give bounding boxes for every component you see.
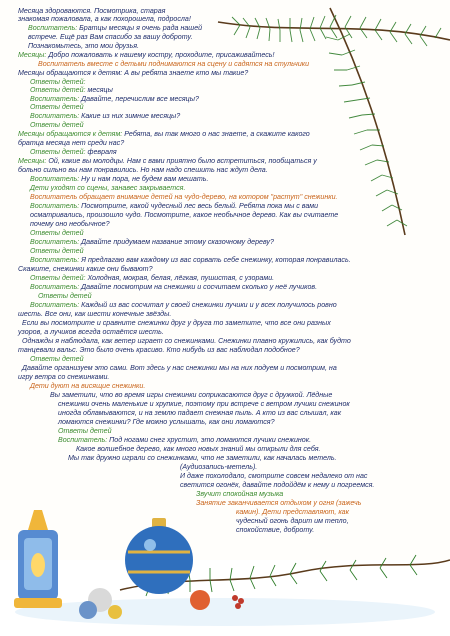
line-text: больно сильно вы нам понравились. Но нам надо спешить нас ждут дела. [18, 166, 268, 174]
speaker-label: Воспитатель: [30, 202, 80, 210]
text-line [30, 193, 338, 201]
line-text: (Аудиозапись-метель). [180, 463, 258, 471]
text-line [180, 472, 367, 480]
line-text: Ответы детей [38, 292, 92, 300]
speaker-label: Воспитатель: [30, 175, 80, 183]
text-line [18, 7, 165, 15]
text-line [58, 409, 341, 417]
text-line [236, 526, 314, 534]
text-line [28, 33, 193, 41]
text-line [30, 184, 185, 192]
text-line [68, 454, 337, 462]
line-text: Однажды я наблюдала, как ветер играет со снежинками. Снежинки плавно кружились, как будто [22, 337, 351, 345]
line-text: Познакомьтесь, это мои друзья. [28, 42, 139, 50]
line-text: февраля [85, 148, 117, 156]
line-text: встрече. Ещё раз Вам спасибо за вашу доброту. [28, 33, 193, 41]
text-line [18, 130, 310, 138]
text-line [18, 51, 275, 59]
text-line [22, 337, 351, 345]
text-line [180, 463, 257, 471]
speaker-label: Воспитатель: [30, 112, 80, 120]
line-text: светится огонёк, давайте подойдём к нему и погреемся. [180, 481, 375, 489]
speaker-label: Ответы детей: [30, 86, 86, 94]
line-text: Занятие заканчивается отдыхом у огня (зажечь [196, 499, 362, 507]
line-text: Ой, какие вы молодцы. Нам с вами приятно было встретиться, пообщаться у [46, 157, 317, 165]
text-line [180, 481, 374, 489]
speaker-label: Месяцы: [18, 51, 47, 59]
text-line [30, 103, 84, 111]
text-line [30, 211, 338, 219]
line-text: ломаются снежинки? Где можно услышать, как они ломаются? [58, 418, 275, 426]
text-line [30, 148, 117, 156]
speaker-label: Воспитатель: [30, 95, 80, 103]
line-text: камин). Дети представляют, как [236, 508, 349, 516]
line-text: почему оно необычное? [30, 220, 110, 228]
line-text: осматривались, произошло чудо. Посмотрите, какое необычное дерево. Как вы считаете [30, 211, 339, 219]
line-text: Месяца здороваются. Посмотрика, старая [18, 7, 166, 15]
text-line [58, 400, 350, 408]
lantern-decoration [14, 510, 62, 608]
line-text: Ответы детей [30, 229, 84, 237]
text-line [236, 508, 349, 516]
speaker-label: Воспитатель: [30, 256, 80, 264]
text-line [38, 60, 309, 68]
line-text: Воспитатель обращает внимание детей на чудо-дерево, на котором "растут" снежинки. [30, 193, 338, 201]
line-text: Добро пожаловать к нашему костру, проходите, присаживайтесь! [46, 51, 275, 59]
text-line [50, 391, 332, 399]
line-text: чудесный огонь дарит им тепло, [236, 517, 349, 525]
line-text: Ну и нам пора, не будем вам мешать. [79, 175, 209, 183]
text-line [30, 95, 199, 103]
text-line [30, 175, 208, 183]
line-text: Ребята, вы так много о нас знаете, а скажите какого [122, 130, 310, 138]
text-line [58, 436, 311, 444]
speaker-label: Воспитатель: [30, 283, 80, 291]
line-text: Ответы детей [58, 427, 112, 435]
line-text: И даже похолодало, смотрите совсем недалеко от нас [180, 472, 368, 480]
text-line [30, 301, 337, 309]
line-text: Какое волшебное дерево, как много новых знаний мы открыли для себя. [76, 445, 321, 453]
text-line [30, 202, 318, 210]
text-line [18, 310, 171, 318]
text-line [30, 238, 274, 246]
line-text: Ответы детей [30, 103, 84, 111]
line-text: иногда обламываются, и на землю падает снежная пыль. А кто из вас слышал, как [58, 409, 342, 417]
line-text: Ответы детей [30, 247, 84, 255]
line-text: Вы заметили, что во время игры снежинки соприкасаются друг с дружкой. Лёдные [50, 391, 333, 399]
line-text: Ответы детей [30, 121, 84, 129]
text-line [30, 229, 84, 237]
line-text: Если вы посмотрите и сравните снежинки друг у друга то заметите, что все они разных [22, 319, 331, 327]
line-text: Братцы месяцы я очень рада нашей [77, 24, 203, 32]
text-line [22, 319, 331, 327]
line-text: знакомая пожаловала, а как похорошела, подросла! [18, 15, 191, 23]
speaker-label: Воспитатель: [28, 24, 78, 32]
line-text: Под ногами снег хрустит, это ломаются лучики снежинок. [107, 436, 312, 444]
text-line [196, 490, 283, 498]
text-line [30, 274, 274, 282]
line-text: Я предлагаю вам каждому из вас сорвать себе снежинку, которая понравилась. [79, 256, 351, 264]
line-text: игру ветра со снежинками. [18, 373, 110, 381]
text-line [30, 247, 84, 255]
text-line [18, 265, 153, 273]
text-line [58, 427, 112, 435]
line-text: Давайте придумаем название этому сказочному дереву? [79, 238, 274, 246]
line-text: братца месяца нет среди нас? [18, 139, 125, 147]
text-line [18, 373, 109, 381]
speaker-label: Месяцы: [18, 157, 47, 165]
line-text: Давайте посмотрим на снежинки и сосчитаем сколько у неё лучиков. [79, 283, 318, 291]
line-text: Ответы детей [30, 355, 84, 363]
line-text: снежинки очень маленькие и хрупкие, поэтому при встрече с ветром лучики снежинок [58, 400, 350, 408]
line-text: Давайте организуем это сами. Вот здесь у нас снежинки мы на них подуем и посмотрим, на [22, 364, 337, 372]
text-line [18, 328, 164, 336]
line-text: танцевали вальс. Это было очень красиво. Кто нибудь из вас наблюдал подобное? [18, 346, 300, 354]
text-line [30, 112, 180, 120]
text-line [18, 157, 317, 165]
text-line [22, 364, 337, 372]
text-line [18, 15, 191, 23]
line-text: Звучит спокойная музыка [196, 490, 284, 498]
speaker-label: Воспитатель: [58, 436, 108, 444]
text-line [18, 69, 248, 77]
line-text: Мы так дружно играли со снежинками, что не заметили, как началась метель. [68, 454, 337, 462]
speaker-label: Воспитатель: [30, 238, 80, 246]
text-line [30, 86, 113, 94]
text-line [236, 517, 349, 525]
text-line [28, 42, 139, 50]
text-line [30, 78, 86, 86]
line-text: Какие из них зимние месяцы? [79, 112, 181, 120]
line-text: Ответы детей: [30, 78, 86, 86]
line-text: шесть. Все они, как шести конечные звёзды. [18, 310, 172, 318]
line-text: Дети уходят со сцены, занавес закрывается. [30, 184, 186, 192]
text-line [30, 121, 84, 129]
text-line [30, 382, 145, 390]
line-text: Давайте, перечислим все месяцы? [79, 95, 199, 103]
speaker-label: Месяцы обращаются к детям: [18, 130, 123, 138]
speaker-label: Ответы детей: [30, 274, 86, 282]
text-line [18, 346, 300, 354]
text-line [196, 499, 361, 507]
text-line [18, 139, 124, 147]
text-line [76, 445, 321, 453]
speaker-label: Ответы детей: [30, 148, 86, 156]
line-text: Каждый из вас сосчитал у своей снежинки лучики и у всех получилось ровно [79, 301, 337, 309]
line-text: Месяцы обращаются к детям: А вы ребята знаете кто мы такие? [18, 69, 249, 77]
line-text: Холодная, мокрая, белая, лёгкая, пушистая, с узорами. [85, 274, 275, 282]
line-text: узоров, а лучиков всегда остаётся шесть. [18, 328, 164, 336]
text-line [30, 220, 110, 228]
ornament-decoration [125, 518, 193, 594]
line-text: Дети дуют на висящие снежинки. [30, 382, 146, 390]
line-text: месяцы [85, 86, 113, 94]
text-line [38, 292, 92, 300]
speaker-label: Воспитатель: [30, 301, 80, 309]
line-text: Воспитатель вместе с детьми поднимаются на сцену и садятся на стульчики [38, 60, 310, 68]
text-line [30, 355, 84, 363]
text-line [28, 24, 202, 32]
line-text: Скажите, снежинки какие они бывают? [18, 265, 153, 273]
text-line [30, 283, 317, 291]
line-text: Посмотрите, какой чудесный лес весь белый. Ребята пока мы с вами [79, 202, 319, 210]
text-line [30, 256, 351, 264]
text-line [58, 418, 275, 426]
line-text: спокойствие, доброту. [236, 526, 315, 534]
text-line [18, 166, 268, 174]
